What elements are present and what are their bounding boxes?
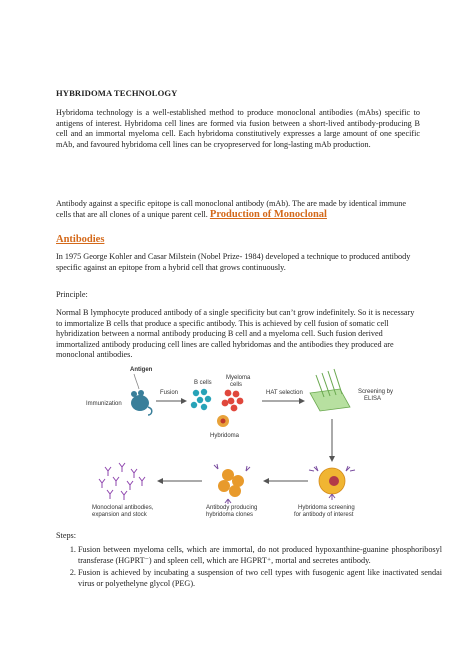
section-heading-part1: Production of Monoclonal [209, 208, 327, 220]
hybridoma-label: Hybridoma [210, 433, 240, 439]
monoclonal-label-line1: Monoclonal antibodies, [92, 505, 154, 511]
myeloma-label-line2: cells [230, 382, 243, 388]
antigen-needle-icon [134, 374, 139, 389]
step-item: 1. Fusion between myeloma cells, which are immortal, do not produced hypoxanthine-guanine phosphoribosyl transferase (HGPRT⁻) and spleen cell, which are HGPRT⁺, mortal and secretes antibody. [78, 545, 442, 566]
hybridoma-cell-icon [217, 415, 229, 427]
principle-paragraph: Normal B lymphocyte produced antibody of a single specificity but can’t grow indefinitely. So it is necessary to immortalize B cells that produce a specific antibody. This is achieved by cell fusion of somatic cell hybridization between a normal antibody producing B cell and a myeloma cell. Such fusion derived immortalized antibody producing cell lines are called hybridomas and the antibodies they produced are monoclonal antibodies. [56, 308, 415, 360]
hybridoma-screening-line1: Hybridoma screening [298, 505, 355, 511]
mouse-icon [131, 390, 152, 415]
antibody-producing-line2: hybridoma clones [206, 512, 254, 518]
monoclonal-label-line2: expansion and stock [92, 512, 147, 518]
intro-paragraph: Hybridoma technology is a well-established method to produce monoclonal antibodies (mAbs) specific to antigens of interest. Hybridoma cell lines are formed via fusion between a short-lived antibody-producing B cell and an immortal myeloma cell. Each hybridoma constitutively expresses a large amount of one specific mAb, and favoured hybridoma cell lines can be cryopreserved for long-lasting mAb production. [56, 108, 420, 149]
b-cells-icon [191, 389, 211, 410]
history-paragraph: In 1975 George Kohler and Casar Milstein (Nobel Prize- 1984) developed a technique to produced antibody specific against an epitope from a hybrid cell that grows continuously. [56, 252, 411, 272]
myeloma-label-line1: Myeloma [226, 375, 251, 381]
antigen-label: Antigen [130, 367, 153, 373]
monoclonal-antibodies-icon [99, 463, 145, 500]
elisa-plate-icon [310, 369, 350, 411]
steps-label: Steps: [56, 531, 77, 540]
section-heading-part2: Antibodies [56, 234, 105, 245]
immunization-label: Immunization [86, 401, 122, 407]
hat-selection-label: HAT selection [266, 390, 303, 396]
hybridoma-process-figure [78, 363, 418, 528]
mab-text: Antibody against a specific epitope is call monoclonal antibody (mAb). The are made by identical immune cells that are all clones of a unique parent cell. [56, 199, 406, 219]
principle-label: Principle: [56, 290, 88, 299]
steps-list [56, 545, 442, 591]
antibody-producing-clones-icon [214, 464, 250, 504]
antibody-producing-line1: Antibody producing [206, 505, 258, 511]
screening-label-line1: Screening by [358, 389, 394, 395]
mab-paragraph [56, 199, 420, 220]
screening-label-line2: ELISA [364, 396, 382, 402]
myeloma-cells-icon [222, 390, 244, 412]
document-title: HYBRIDOMA TECHNOLOGY [56, 88, 178, 98]
b-cells-label: B cells [194, 380, 212, 386]
hybridoma-screening-line2: for antibody of interest [294, 512, 354, 518]
fusion-label: Fusion [160, 390, 179, 396]
screening-cell-icon [309, 466, 355, 500]
step-item: 2. Fusion is achieved by incubating a suspension of two cell types with fusogenic agent like inactivated sendai virus or polyethelyne glycol (PEG). [78, 568, 442, 589]
